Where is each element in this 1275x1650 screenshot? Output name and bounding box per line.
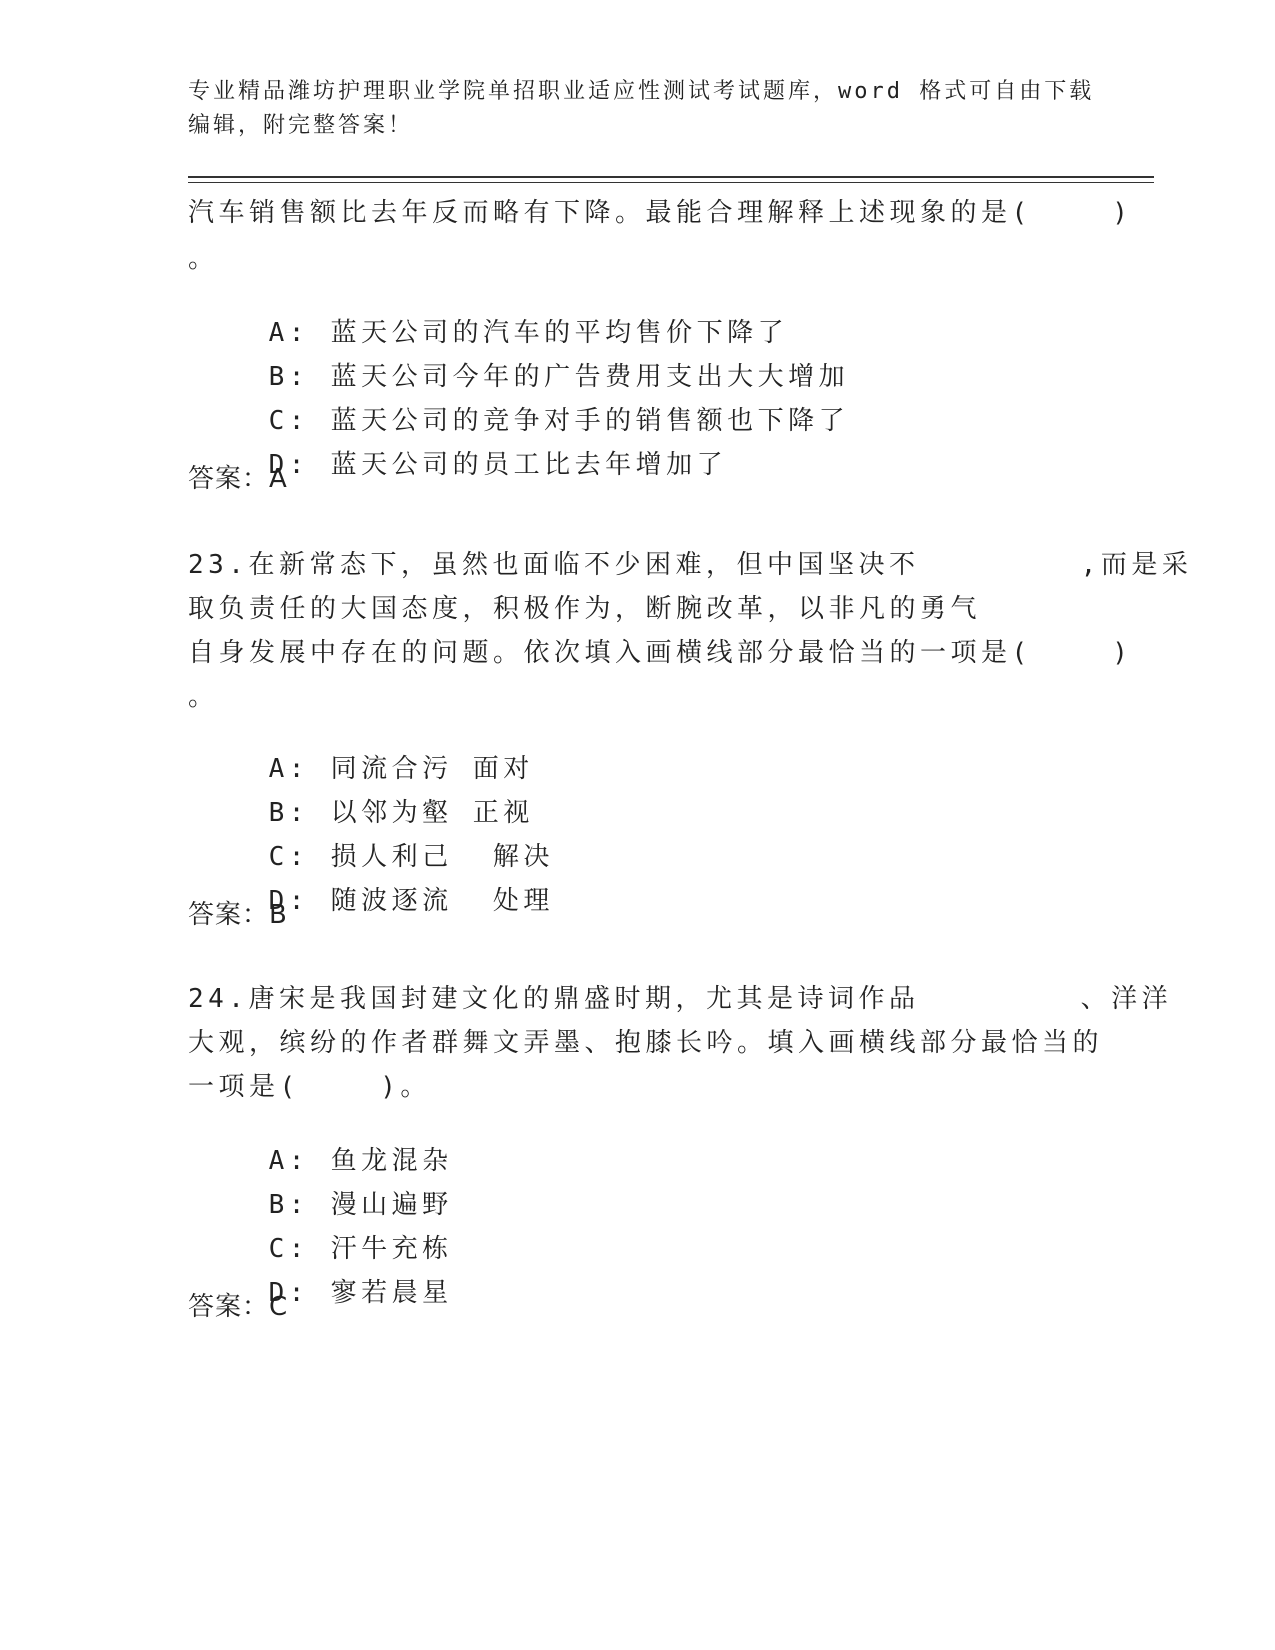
- q23-line-3: 自身发展中存在的问题。依次填入画横线部分最恰当的一项是( ): [188, 638, 1133, 668]
- q23-answer: 答案：B: [188, 900, 288, 930]
- option-text: 漫山遍野: [330, 1190, 453, 1220]
- option-label: A:: [268, 318, 309, 348]
- option-label: C:: [268, 842, 309, 872]
- q22-line-2: 。: [188, 244, 219, 274]
- option-label: D:: [268, 886, 309, 916]
- option-text: 寥若晨星: [330, 1278, 453, 1308]
- option-text: 汗牛充栋: [330, 1234, 453, 1264]
- option-label: D:: [268, 1278, 309, 1308]
- option-label: A:: [268, 1146, 309, 1176]
- option-label: B:: [268, 1190, 309, 1220]
- q24-line-3: 一项是( )。: [188, 1072, 431, 1102]
- option-text: 以邻为壑 正视: [330, 798, 534, 828]
- option-text: 同流合污 面对: [330, 754, 534, 784]
- q24-line-1: 24.唐宋是我国封建文化的鼎盛时期，尤其是诗词作品 、洋洋: [188, 984, 1173, 1014]
- option-label: A:: [268, 754, 309, 784]
- q22-line-1: 汽车销售额比去年反而略有下降。最能合理解释上述现象的是( ): [188, 198, 1133, 228]
- option-label: D:: [268, 450, 309, 480]
- q23-line-4: 。: [188, 682, 219, 712]
- header-rule-top: [188, 176, 1154, 178]
- option-text: 蓝天公司的竞争对手的销售额也下降了: [330, 406, 850, 436]
- q22-answer: 答案：A: [188, 464, 288, 494]
- option-text: 蓝天公司的员工比去年增加了: [330, 450, 728, 480]
- option-label: C:: [268, 1234, 309, 1264]
- header-rule-bottom: [188, 182, 1154, 183]
- option-text: 蓝天公司今年的广告费用支出大大增加: [330, 362, 850, 392]
- q23-line-1: 23.在新常态下，虽然也面临不少困难，但中国坚决不 ,而是采: [188, 550, 1193, 580]
- option-text: 鱼龙混杂: [330, 1146, 453, 1176]
- option-label: B:: [268, 798, 309, 828]
- header-line-2: 编辑，附完整答案！: [188, 113, 414, 138]
- q24-answer: 答案：C: [188, 1292, 289, 1322]
- option-text: 损人利己 解决: [330, 842, 554, 872]
- header-line-1: 专业精品潍坊护理职业学院单招职业适应性测试考试题库，word 格式可自由下载: [188, 79, 1095, 104]
- option-label: C:: [268, 406, 309, 436]
- option-label: B:: [268, 362, 309, 392]
- q24-line-2: 大观，缤纷的作者群舞文弄墨、抱膝长吟。填入画横线部分最恰当的: [188, 1028, 1104, 1058]
- option-text: 蓝天公司的汽车的平均售价下降了: [330, 318, 789, 348]
- q23-line-2: 取负责任的大国态度，积极作为，断腕改革，以非凡的勇气: [188, 594, 982, 624]
- option-text: 随波逐流 处理: [330, 886, 554, 916]
